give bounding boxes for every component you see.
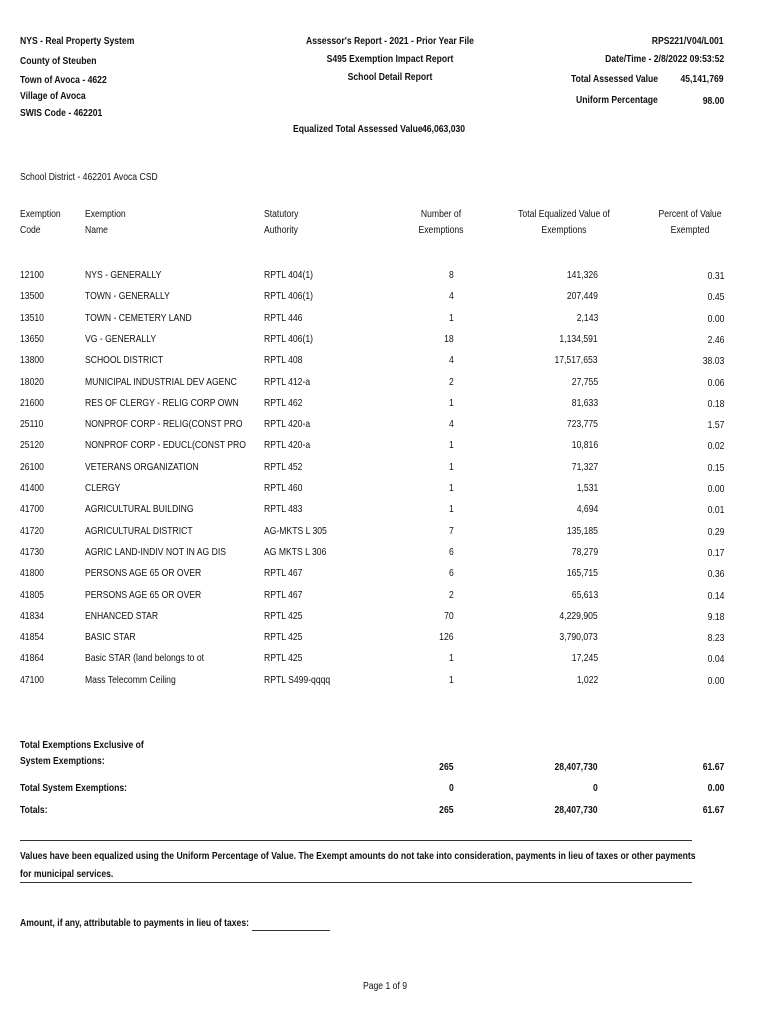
percent-exempted: 0.15 <box>707 462 724 474</box>
statutory-authority: RPTL 404(1) <box>264 269 313 281</box>
pilot-blank-line <box>252 930 330 931</box>
exemption-code: 25120 <box>20 439 44 451</box>
percent-exempted: 0.31 <box>707 270 724 282</box>
exemption-code: 41400 <box>20 482 44 494</box>
total-equalized-value: 4,229,905 <box>559 610 598 622</box>
total-equalized-value: 723,775 <box>566 418 598 430</box>
statutory-authority: RPTL 462 <box>264 397 303 409</box>
number-of-exemptions: 1 <box>449 503 454 515</box>
statutory-authority: RPTL 425 <box>264 631 303 643</box>
note-line1: Values have been equalized using the Uniform Percentage of Value. The Exempt amounts do not take into consideration, payments in lieu of taxes or other payments <box>20 850 696 862</box>
exclusive-number: 265 <box>439 761 454 773</box>
exemption-code: 13800 <box>20 354 44 366</box>
exemption-code: 21600 <box>20 397 44 409</box>
statutory-authority: RPTL S499-qqqq <box>264 674 331 686</box>
number-of-exemptions: 8 <box>449 269 454 281</box>
number-of-exemptions: 4 <box>449 354 454 366</box>
system-total: 0 <box>593 782 598 794</box>
statutory-authority: RPTL 467 <box>264 589 303 601</box>
exemption-name: AGRICULTURAL DISTRICT <box>85 525 193 537</box>
percent-exempted: 0.02 <box>707 440 724 452</box>
exclusive-percent: 61.67 <box>702 761 724 773</box>
total-equalized-value: 207,449 <box>566 290 598 302</box>
exemption-code: 13500 <box>20 290 44 302</box>
total-equalized-value: 81,633 <box>571 397 598 409</box>
number-of-exemptions: 1 <box>449 397 454 409</box>
exemption-name: AGRIC LAND-INDIV NOT IN AG DIS <box>85 546 226 558</box>
exemption-name: VETERANS ORGANIZATION <box>85 461 199 473</box>
total-equalized-value: 135,185 <box>566 525 598 537</box>
total-equalized-value: 17,517,653 <box>554 354 598 366</box>
statutory-authority: RPTL 460 <box>264 482 303 494</box>
percent-exempted: 8.23 <box>707 632 724 644</box>
percent-exempted: 0.00 <box>707 675 724 687</box>
percent-exempted: 0.17 <box>707 547 724 559</box>
percent-exempted: 0.00 <box>707 483 724 495</box>
pilot-label: Amount, if any, attributable to payments in lieu of taxes: <box>20 917 249 929</box>
statutory-authority: RPTL 425 <box>264 652 303 664</box>
totals-total: 28,407,730 <box>554 804 598 816</box>
total-equalized-value: 1,134,591 <box>559 333 598 345</box>
col-name-line2: Name <box>85 224 108 236</box>
county-name: County of Steuben <box>20 55 97 67</box>
exemption-name: BASIC STAR <box>85 631 136 643</box>
number-of-exemptions: 2 <box>449 589 454 601</box>
statutory-authority: RPTL 420-a <box>264 439 311 451</box>
percent-exempted: 0.45 <box>707 291 724 303</box>
exemption-name: SCHOOL DISTRICT <box>85 354 164 366</box>
report-id: RPS221/V04/L001 <box>652 35 724 47</box>
percent-exempted: 0.29 <box>707 526 724 538</box>
system-number: 0 <box>449 782 454 794</box>
number-of-exemptions: 1 <box>449 461 454 473</box>
equalized-label: Equalized Total Assessed Value <box>293 123 423 135</box>
total-equalized-value: 1,531 <box>576 482 598 494</box>
total-equalized-value: 78,279 <box>571 546 598 558</box>
percent-exempted: 0.00 <box>707 313 724 325</box>
col-percent-line1: Percent of Value <box>658 208 722 220</box>
percent-exempted: 0.36 <box>707 568 724 580</box>
statutory-authority: RPTL 483 <box>264 503 303 515</box>
statutory-authority: RPTL 467 <box>264 567 303 579</box>
total-equalized-value: 1,022 <box>576 674 598 686</box>
exemption-name: ENHANCED STAR <box>85 610 159 622</box>
total-equalized-value: 27,755 <box>571 376 598 388</box>
number-of-exemptions: 1 <box>449 482 454 494</box>
exemption-name: AGRICULTURAL BUILDING <box>85 503 194 515</box>
statutory-authority: RPTL 446 <box>264 312 303 324</box>
exemption-code: 13510 <box>20 312 44 324</box>
statutory-authority: RPTL 406(1) <box>264 333 313 345</box>
exemption-code: 25110 <box>20 418 44 430</box>
percent-exempted: 9.18 <box>707 611 724 623</box>
exclusive-label-line2: System Exemptions: <box>20 755 105 767</box>
exemption-code: 41834 <box>20 610 44 622</box>
number-of-exemptions: 4 <box>449 290 454 302</box>
exemption-code: 41700 <box>20 503 44 515</box>
total-equalized-value: 65,613 <box>571 589 598 601</box>
system-label: Total System Exemptions: <box>20 782 128 794</box>
system-percent: 0.00 <box>707 782 724 794</box>
exemption-name: MUNICIPAL INDUSTRIAL DEV AGENC <box>85 376 237 388</box>
report-type: School Detail Report <box>347 71 433 83</box>
col-number-line1: Number of <box>420 208 462 220</box>
percent-exempted: 0.14 <box>707 590 724 602</box>
note-bottom-rule <box>20 882 692 883</box>
exemption-name: TOWN - CEMETERY LAND <box>85 312 192 324</box>
percent-exempted: 38.03 <box>702 355 724 367</box>
col-authority-line2: Authority <box>264 224 298 236</box>
exemption-name: PERSONS AGE 65 OR OVER <box>85 589 202 601</box>
percent-exempted: 0.18 <box>707 398 724 410</box>
col-number-line2: Exemptions <box>418 224 464 236</box>
col-total-line1: Total Equalized Value of <box>518 208 610 220</box>
number-of-exemptions: 1 <box>449 674 454 686</box>
col-code-line2: Code <box>20 224 41 236</box>
col-code-line1: Exemption <box>20 208 61 220</box>
exemption-name: PERSONS AGE 65 OR OVER <box>85 567 202 579</box>
note-line2: for municipal services. <box>20 868 114 880</box>
col-total-line2: Exemptions <box>541 224 587 236</box>
total-equalized-value: 4,694 <box>576 503 598 515</box>
town-name: Town of Avoca - 4622 <box>20 74 107 86</box>
total-equalized-value: 71,327 <box>571 461 598 473</box>
number-of-exemptions: 6 <box>449 546 454 558</box>
exemption-name: NONPROF CORP - EDUCL(CONST PRO <box>85 439 246 451</box>
number-of-exemptions: 1 <box>449 312 454 324</box>
exemption-name: Basic STAR (land belongs to ot <box>85 652 205 664</box>
exemption-code: 41730 <box>20 546 44 558</box>
report-title: Assessor's Report - 2021 - Prior Year File <box>306 35 474 47</box>
totals-label: Totals: <box>20 804 48 816</box>
totals-percent: 61.67 <box>702 804 724 816</box>
col-percent-line2: Exempted <box>670 224 710 236</box>
total-equalized-value: 2,143 <box>576 312 598 324</box>
number-of-exemptions: 7 <box>449 525 454 537</box>
percent-exempted: 0.06 <box>707 377 724 389</box>
report-subtitle: S495 Exemption Impact Report <box>326 53 454 65</box>
exemption-code: 13650 <box>20 333 44 345</box>
number-of-exemptions: 18 <box>444 333 454 345</box>
school-district: School District - 462201 Avoca CSD <box>20 171 158 183</box>
number-of-exemptions: 6 <box>449 567 454 579</box>
exemption-name: Mass Telecomm Ceiling <box>85 674 176 686</box>
exemption-code: 41805 <box>20 589 44 601</box>
total-assessed-label: Total Assessed Value <box>571 73 659 85</box>
uniform-pct-label: Uniform Percentage <box>576 94 658 106</box>
exclusive-label-line1: Total Exemptions Exclusive of <box>20 739 144 751</box>
exemption-code: 12100 <box>20 269 44 281</box>
statutory-authority: RPTL 425 <box>264 610 303 622</box>
total-equalized-value: 165,715 <box>566 567 598 579</box>
exemption-code: 26100 <box>20 461 44 473</box>
number-of-exemptions: 1 <box>449 439 454 451</box>
col-name-line1: Exemption <box>85 208 126 220</box>
statutory-authority: RPTL 420-a <box>264 418 311 430</box>
percent-exempted: 0.01 <box>707 504 724 516</box>
swis-code: SWIS Code - 462201 <box>20 107 103 119</box>
statutory-authority: AG MKTS L 306 <box>264 546 327 558</box>
exemption-name: NYS - GENERALLY <box>85 269 162 281</box>
exemption-name: NONPROF CORP - RELIG(CONST PRO <box>85 418 243 430</box>
page-number: Page 1 of 9 <box>362 980 408 992</box>
equalized-value: 46,063,030 <box>422 123 466 135</box>
exemption-name: VG - GENERALLY <box>85 333 157 345</box>
exemption-name: TOWN - GENERALLY <box>85 290 170 302</box>
system-name: NYS - Real Property System <box>20 35 135 47</box>
percent-exempted: 2.46 <box>707 334 724 346</box>
total-equalized-value: 141,326 <box>566 269 598 281</box>
statutory-authority: RPTL 408 <box>264 354 303 366</box>
number-of-exemptions: 2 <box>449 376 454 388</box>
percent-exempted: 0.04 <box>707 653 724 665</box>
total-equalized-value: 10,816 <box>571 439 598 451</box>
exemption-code: 41720 <box>20 525 44 537</box>
col-authority-line1: Statutory <box>264 208 299 220</box>
statutory-authority: RPTL 452 <box>264 461 303 473</box>
percent-exempted: 1.57 <box>707 419 724 431</box>
report-datetime: Date/Time - 2/8/2022 09:53:52 <box>604 53 724 65</box>
village-name: Village of Avoca <box>20 90 86 102</box>
exemption-name: CLERGY <box>85 482 121 494</box>
number-of-exemptions: 70 <box>444 610 454 622</box>
number-of-exemptions: 4 <box>449 418 454 430</box>
exclusive-total: 28,407,730 <box>554 761 598 773</box>
exemption-code: 41800 <box>20 567 44 579</box>
number-of-exemptions: 1 <box>449 652 454 664</box>
statutory-authority: RPTL 412-a <box>264 376 311 388</box>
statutory-authority: AG-MKTS L 305 <box>264 525 327 537</box>
statutory-authority: RPTL 406(1) <box>264 290 313 302</box>
exemption-code: 47100 <box>20 674 44 686</box>
uniform-pct-value: 98.00 <box>702 95 724 107</box>
exemption-code: 41864 <box>20 652 44 664</box>
exemption-code: 18020 <box>20 376 44 388</box>
exemption-name: RES OF CLERGY - RELIG CORP OWN <box>85 397 239 409</box>
number-of-exemptions: 126 <box>439 631 454 643</box>
exemption-code: 41854 <box>20 631 44 643</box>
total-equalized-value: 3,790,073 <box>559 631 598 643</box>
total-assessed-value: 45,141,769 <box>680 73 724 85</box>
note-top-rule <box>20 840 692 841</box>
total-equalized-value: 17,245 <box>571 652 598 664</box>
totals-number: 265 <box>439 804 454 816</box>
